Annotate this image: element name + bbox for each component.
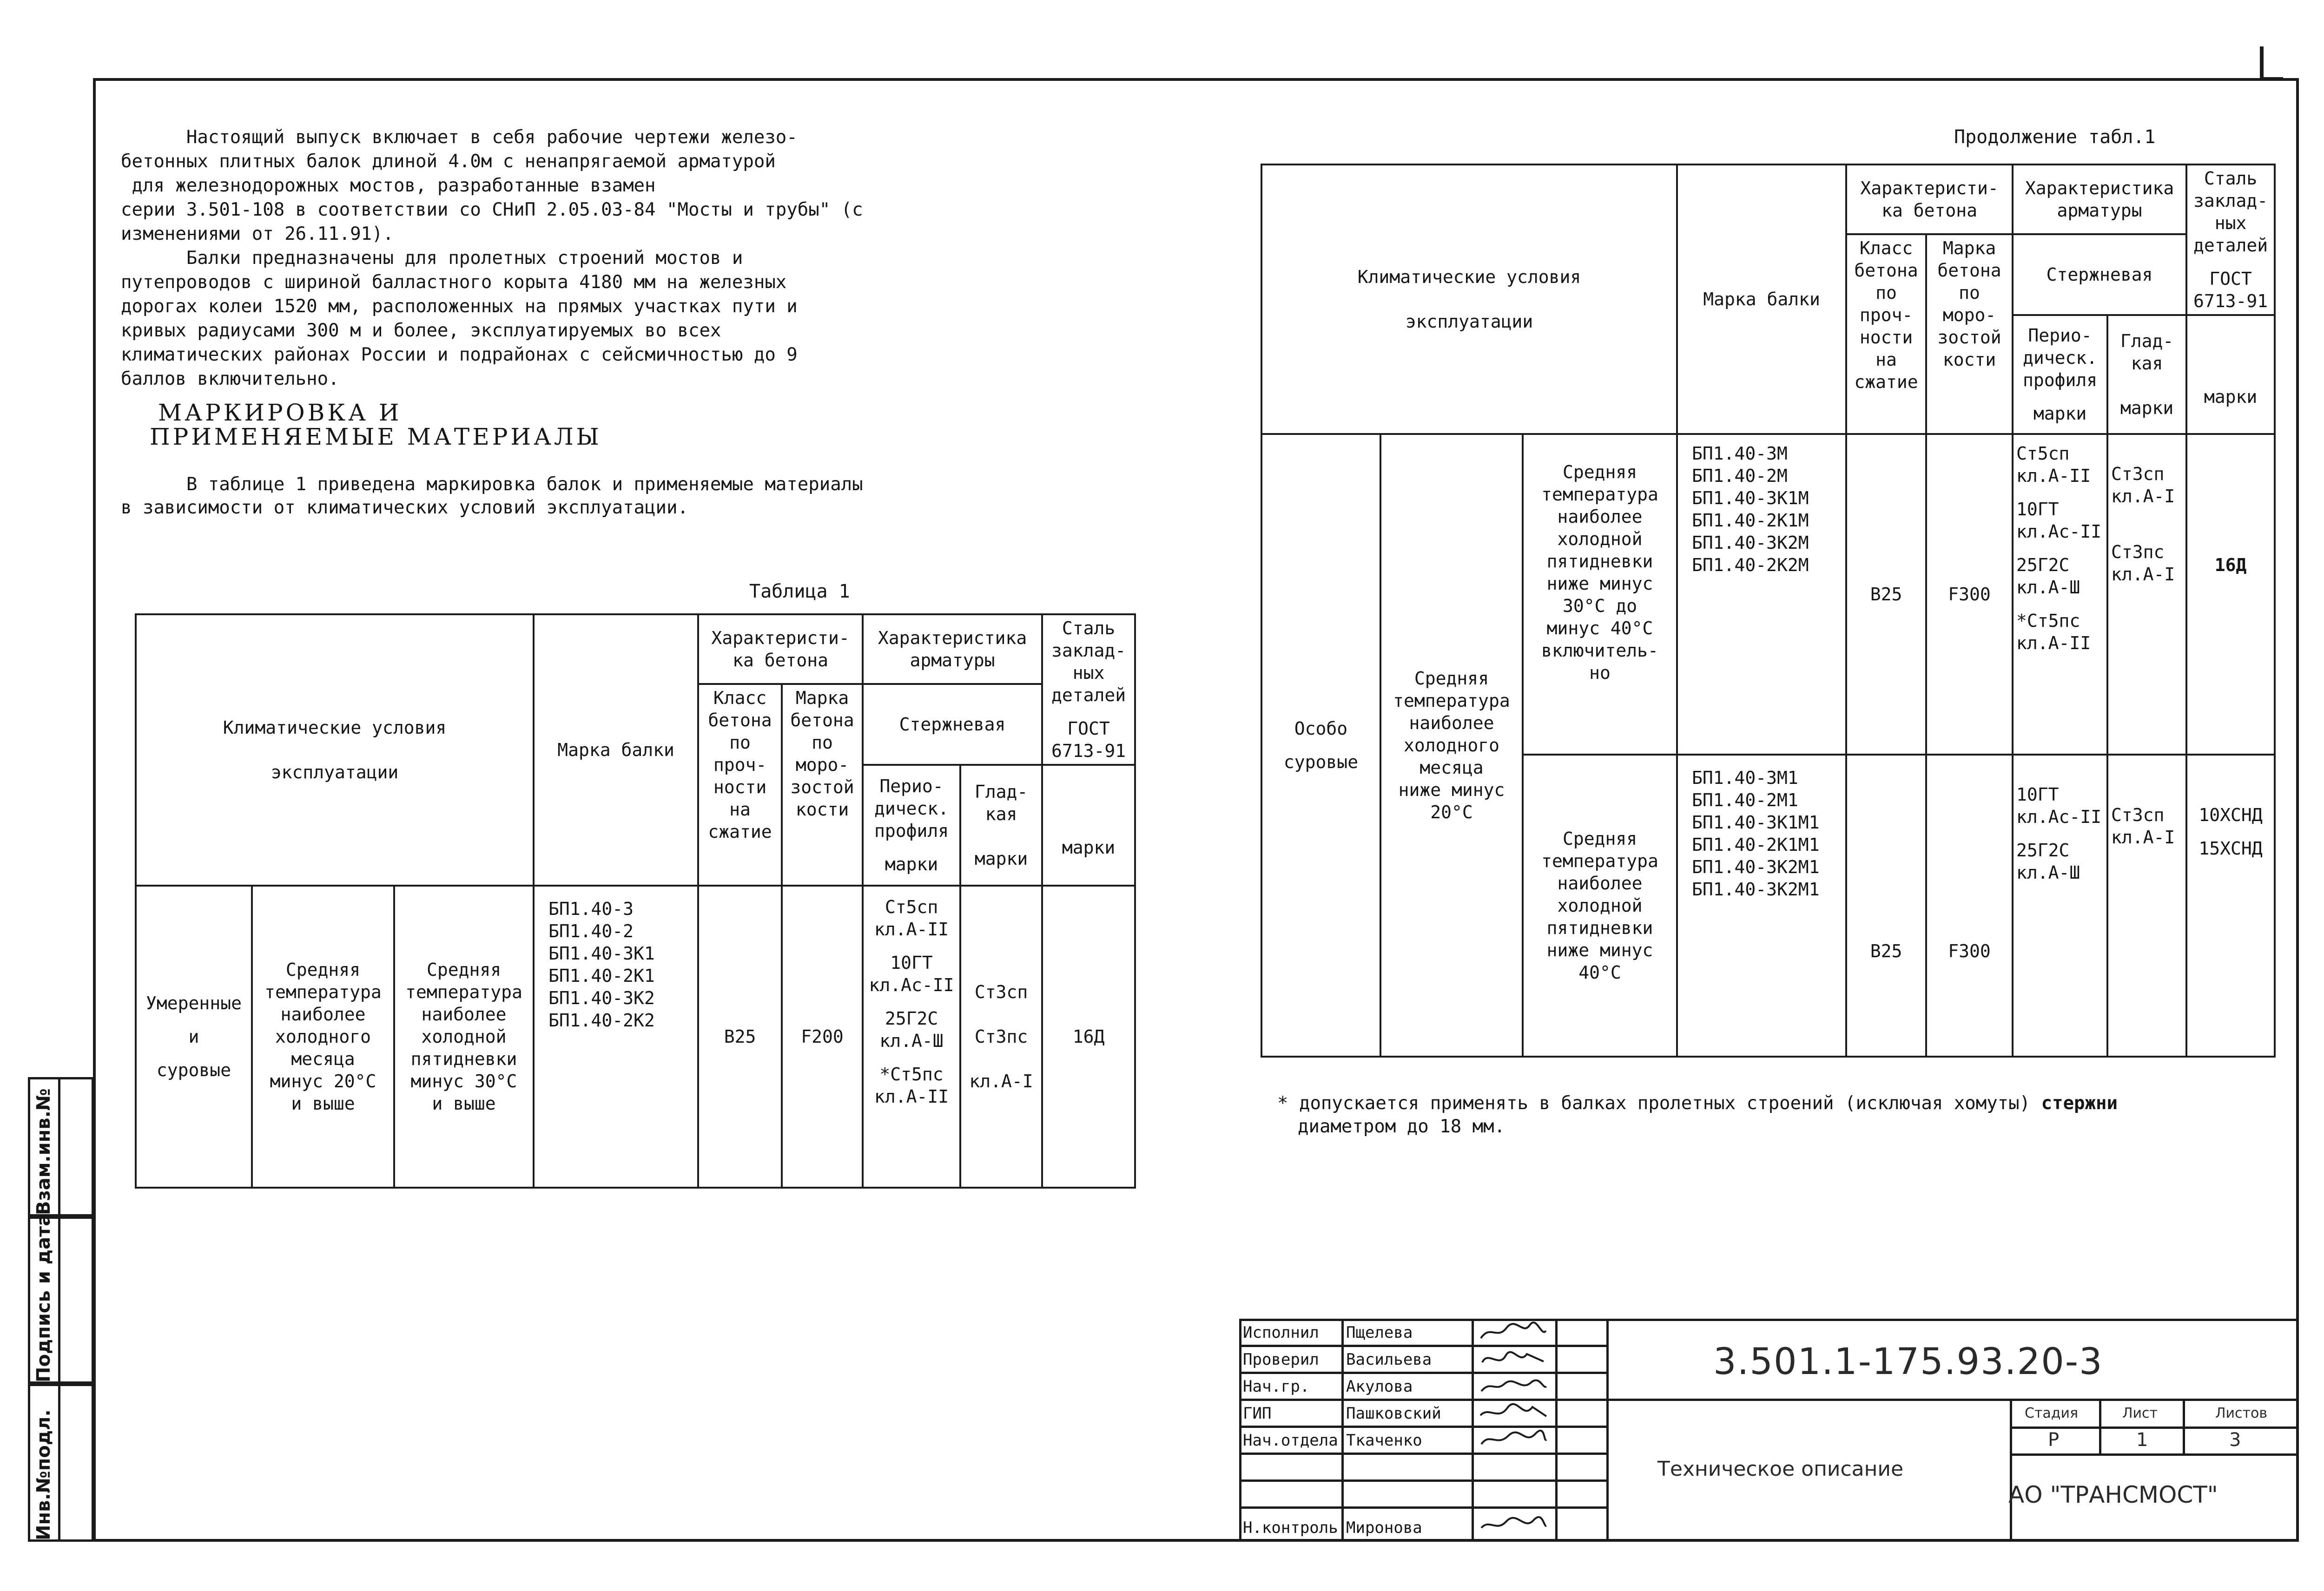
header-text: сжатие — [1854, 372, 1918, 392]
cell-text: суровые — [1283, 752, 1359, 772]
beam-mark: БП1.40-2К1М1 — [1692, 835, 1820, 855]
header-text: марки — [2204, 387, 2258, 407]
header-text: Климатические условия — [223, 717, 447, 738]
title-block — [1239, 1319, 2299, 1542]
tb-name: Миронова — [1346, 1519, 1422, 1537]
cell-text: кл.А-Ш — [2016, 862, 2080, 883]
fiveday-temp-cell — [1523, 755, 1677, 1057]
climate-header — [1261, 164, 1677, 434]
header-text: Сталь — [2204, 168, 2258, 189]
tb-border — [2010, 1427, 2299, 1429]
cell-text: кл.А-II — [874, 1086, 949, 1107]
zone-cell — [1261, 434, 1380, 1057]
cell-text: 10ХСНД — [2199, 805, 2263, 825]
fiveday-temp-cell — [394, 886, 534, 1188]
periodic-cell — [2013, 755, 2107, 1057]
stamp-cell — [60, 1384, 94, 1542]
header-text: бетона — [790, 710, 854, 730]
tb-border — [1239, 1506, 1606, 1509]
cell-text: 25Г2С — [885, 1008, 938, 1029]
signature-image — [1479, 1402, 1548, 1423]
beam-mark-header: Марка балки — [1677, 164, 1846, 434]
header-text: проч- — [1859, 305, 1913, 325]
cell-text: кл.Ас-II — [2016, 807, 2102, 827]
class-header — [698, 684, 782, 886]
cell-text: 10ГТ — [2016, 784, 2059, 805]
intro-line: для железнодорожных мостов, разработанные взамен — [121, 175, 656, 196]
cell-text: суровые — [156, 1060, 231, 1080]
beam-mark: БП1.40-2 — [548, 921, 634, 941]
document-title: Техническое описание — [1657, 1457, 1904, 1481]
header-text: Марка — [795, 688, 849, 708]
table2-caption: Продолжение табл.1 — [1954, 126, 2156, 148]
cell-text: месяца — [291, 1049, 355, 1069]
cell-text: 25Г2С — [2016, 840, 2070, 861]
beam-mark: БП1.40-3М1 — [1692, 768, 1798, 788]
heading-line: ПРИМЕНЯЕМЫЕ МАТЕРИАЛЫ — [150, 423, 602, 450]
cell-text: пятидневки — [1546, 918, 1653, 938]
header-text: ных — [1072, 663, 1105, 683]
steel-marks-header — [2186, 315, 2275, 434]
cell-text: 30°С до — [1562, 596, 1637, 616]
tb-name: Ткаченко — [1346, 1431, 1422, 1450]
cell-text: кл.А-I — [2111, 486, 2175, 506]
signature-image — [1479, 1514, 1548, 1534]
header-text: проч- — [713, 755, 767, 775]
cell-text: Ст3сп — [2111, 805, 2165, 825]
header-text: марки — [2033, 403, 2087, 424]
table-1-continued — [1261, 164, 2276, 1058]
smooth-header — [2107, 315, 2186, 434]
cell-text: кл.А-I — [969, 1071, 1033, 1091]
sheet-label: Лист — [2122, 1405, 2158, 1421]
footnote-text: стержни — [2041, 1093, 2118, 1114]
frost-mark-cell: F300 — [1926, 434, 2013, 755]
cell-text: ниже минус — [1546, 940, 1653, 960]
header-text: марки — [2120, 398, 2174, 418]
cell-text: минус 40°С — [1546, 618, 1653, 638]
cell-text: ниже минус — [1398, 780, 1505, 800]
cell-text: наиболее — [1557, 506, 1643, 527]
paragraph-line: В таблице 1 приведена маркировка балок и применяемые материалы — [121, 474, 863, 495]
cell-text: кл.А-Ш — [2016, 577, 2080, 598]
stamp-inv-label: Инв.№подл. — [33, 1409, 54, 1540]
tb-border — [1606, 1319, 1609, 1542]
footnote-text: диаметром до 18 мм. — [1298, 1116, 1505, 1137]
stamp-cell — [28, 1077, 60, 1216]
header-text: кая — [2131, 353, 2163, 374]
steel-header — [1042, 614, 1135, 765]
cell-text: Умеренные — [146, 993, 242, 1013]
tb-border — [1606, 1399, 2299, 1401]
intro-line: баллов включительно. — [121, 368, 339, 389]
paragraph — [121, 473, 939, 519]
periodic-header — [863, 765, 960, 886]
beam-mark: БП1.40-2М1 — [1692, 790, 1798, 810]
frost-mark-cell: F300 — [1926, 755, 2013, 1057]
intro-line: кривых радиусами 300 м и более, эксплуатируемых во всех — [121, 320, 721, 341]
header-text: Марка — [1942, 238, 1996, 258]
tb-border — [2010, 1453, 2299, 1456]
cell-text: пятидневки — [1546, 551, 1653, 572]
tb-border — [1239, 1453, 1606, 1455]
corner-mark — [2260, 77, 2283, 80]
intro-line: изменениями от 26.11.91). — [121, 224, 394, 244]
header-text: марки — [974, 848, 1028, 869]
cell-text: Ст5сп — [885, 897, 938, 917]
beam-mark-header: Марка балки — [534, 614, 698, 886]
beam-mark: БП1.40-2М — [1692, 466, 1788, 486]
cell-text: ниже минус — [1546, 573, 1653, 594]
header-text: на — [729, 799, 751, 820]
cell-text: Ст3пс — [2111, 542, 2165, 562]
cell-text: Особо — [1294, 718, 1348, 739]
header-text: кости — [1942, 349, 1996, 370]
header-text: заклад- — [1051, 640, 1126, 661]
steel-header — [2186, 164, 2275, 315]
class-header — [1846, 234, 1926, 434]
stage-label: Стадия — [2025, 1405, 2079, 1421]
beam-mark: БП1.40-3М — [1692, 443, 1788, 464]
intro-line: Настоящий выпуск включает в себя рабочие чертежи железо- — [121, 127, 798, 148]
beam-mark: БП1.40-3К1 — [548, 943, 655, 964]
cell-text: температура — [264, 982, 382, 1002]
beam-mark: БП1.40-3К2М1 — [1692, 857, 1820, 877]
cell-text: кл.А-II — [2016, 466, 2091, 486]
header-text: Глад- — [974, 782, 1028, 802]
header-text: эксплуатации — [1405, 311, 1533, 332]
header-text: на — [1875, 349, 1897, 370]
periodic-header — [2013, 315, 2107, 434]
header-text: бетона — [1854, 260, 1918, 281]
beam-mark: БП1.40-3К2 — [548, 988, 655, 1008]
cell-text: наиболее — [1557, 873, 1643, 894]
frost-header — [1926, 234, 2013, 434]
periodic-cell — [863, 886, 960, 1188]
footnote — [1277, 1092, 2281, 1138]
cell-text: кл.Ас-II — [2016, 521, 2102, 542]
header-text: ности — [713, 777, 767, 797]
cell-text: 15ХСНД — [2199, 838, 2263, 859]
cell-text: кл.А-I — [2111, 827, 2175, 848]
month-temp-cell — [1380, 434, 1523, 1057]
header-text: по — [812, 732, 833, 753]
frost-mark-cell: F200 — [782, 886, 863, 1188]
concrete-class-cell: В25 — [698, 886, 782, 1188]
cell-text: температура — [1541, 484, 1658, 505]
header-text: Климатические условия — [1357, 267, 1581, 287]
tb-border — [2010, 1399, 2012, 1542]
cell-text: кл.А-II — [874, 919, 949, 940]
section-heading — [150, 399, 809, 450]
document-code: 3.501.1-175.93.20-3 — [1713, 1341, 2103, 1383]
cell-text: минус 20°С — [270, 1071, 376, 1091]
cell-text: минус 30°С — [410, 1071, 517, 1091]
beam-mark: БП1.40-3 — [548, 899, 634, 919]
concrete-header: Характеристи-ка бетона — [698, 614, 863, 684]
cell-text: Ст5сп — [2016, 443, 2070, 464]
header-text: моро- — [795, 755, 849, 775]
smooth-cell — [2107, 755, 2186, 1057]
header-text: Сталь — [1062, 618, 1116, 638]
tb-border — [1239, 1539, 2299, 1542]
header-text: бетона — [708, 710, 772, 730]
steel-marks-header — [1042, 765, 1135, 886]
cell-text: пятидневки — [410, 1049, 517, 1069]
side-stamp — [28, 1077, 94, 1542]
cell-text: 10ГТ — [2016, 499, 2059, 519]
cell-text: кл.А-I — [2111, 564, 2175, 585]
signature-image — [1479, 1321, 1548, 1342]
intro-line: бетонных плитных балок длиной 4.0м с ненапрягаемой арматурой — [121, 151, 776, 172]
cell-text: температура — [405, 982, 522, 1002]
cell-text: Ст3сп — [974, 982, 1028, 1002]
header-text: по — [1959, 283, 1980, 303]
header-text: дическ. — [2022, 348, 2098, 368]
cell-text: кл.А-Ш — [879, 1031, 944, 1051]
cell-text: Ст3сп — [2111, 464, 2165, 484]
cell-text: холодной — [1557, 895, 1643, 916]
header-text: Класс — [1859, 238, 1913, 258]
stamp-cell — [28, 1213, 60, 1384]
cell-text: 10ГТ — [890, 953, 933, 973]
cell-text: холодного — [1404, 735, 1499, 756]
cell-text: и — [188, 1026, 199, 1047]
cell-text: включитель- — [1541, 640, 1658, 661]
zone-cell — [136, 886, 252, 1188]
concrete-class-cell: В25 — [1846, 434, 1926, 755]
header-text: ности — [1859, 327, 1913, 348]
frost-header — [782, 684, 863, 886]
tb-role: Н.контроль — [1243, 1519, 1338, 1537]
beam-mark: БП1.40-2К2М — [1692, 555, 1809, 575]
cell-text: но — [1589, 663, 1611, 683]
beam-mark: БП1.40-2К2 — [548, 1010, 655, 1031]
header-text: Перио- — [879, 776, 944, 796]
cell-text: Средняя — [285, 960, 361, 980]
cell-text: месяца — [1419, 757, 1484, 778]
header-text: марки — [1062, 837, 1116, 858]
beam-mark: БП1.40-2К1 — [548, 966, 655, 986]
corner-mark — [2260, 46, 2264, 80]
header-text: кая — [985, 804, 1017, 824]
sheets-value: 3 — [2229, 1429, 2241, 1451]
month-temp-cell — [252, 886, 394, 1188]
header-text: ных — [2214, 213, 2247, 233]
header-text: сжатие — [708, 822, 772, 842]
header-text: ГОСТ — [2209, 269, 2252, 289]
footnote-text: * допускается применять в балках пролетных строений (исключая хомуты) — [1277, 1093, 2041, 1114]
concrete-header: Характеристи-ка бетона — [1846, 164, 2013, 234]
intro-line: дорогах колеи 1520 мм, расположенных на прямых участках пути и — [121, 296, 798, 317]
signature-image — [1479, 1429, 1548, 1450]
intro-text — [121, 125, 985, 391]
rod-header: Стержневая — [2013, 234, 2186, 315]
beam-marks-cell — [534, 886, 698, 1188]
cell-text: кл.А-II — [2016, 633, 2091, 653]
heading-line: МАРКИРОВКА И — [158, 399, 402, 426]
cell-text: *Ст5пс — [879, 1064, 944, 1085]
organization-name: АО "ТРАНСМОСТ" — [2008, 1481, 2218, 1508]
header-text: кости — [795, 799, 849, 820]
fiveday-temp-cell — [1523, 434, 1677, 755]
stamp-cell — [28, 1384, 60, 1542]
header-text: зостой — [1937, 327, 2001, 348]
beam-mark: БП1.40-2К1М — [1692, 510, 1809, 531]
rebar-header: Характеристика арматуры — [2013, 164, 2186, 234]
periodic-cell — [2013, 434, 2107, 755]
header-text: 6713-91 — [2193, 291, 2268, 311]
intro-line: Балки предназначены для пролетных строений мостов и — [121, 248, 743, 269]
cell-text: 25Г2С — [2016, 555, 2070, 575]
tb-role: Проверил — [1243, 1350, 1319, 1369]
tb-role: Исполнил — [1243, 1323, 1319, 1342]
header-text: Глад- — [2120, 331, 2174, 351]
header-text: зостой — [790, 777, 854, 797]
rebar-header: Характеристика арматуры — [863, 614, 1042, 684]
intro-line: путепроводов с шириной балластного корыта 4180 мм на железных — [121, 272, 787, 293]
cell-text: и выше — [432, 1093, 496, 1114]
header-text: моро- — [1942, 305, 1996, 325]
stamp-cell — [60, 1077, 94, 1216]
tb-border — [1239, 1319, 2299, 1321]
tb-border — [1239, 1479, 1606, 1482]
beam-mark: БП1.40-3К1М — [1692, 488, 1809, 508]
header-text: 6713-91 — [1051, 741, 1126, 761]
header-text: заклад- — [2193, 191, 2268, 211]
stamp-sign-label: Подпись и дата — [33, 1213, 54, 1382]
steel-cell — [2186, 755, 2275, 1057]
tb-border — [1239, 1399, 1606, 1401]
paragraph-line: в зависимости от климатических условий эксплуатации. — [121, 497, 688, 518]
smooth-cell — [2107, 434, 2186, 755]
stamp-replace-label: Взам.инв.№ — [33, 1088, 54, 1215]
tb-border — [1239, 1426, 1606, 1428]
tb-role: ГИП — [1243, 1404, 1272, 1423]
intro-line: климатических районах России и подрайонах с сейсмичностью до 9 — [121, 344, 798, 365]
header-text: деталей — [2193, 235, 2268, 256]
tb-role: Нач.гр. — [1243, 1377, 1310, 1396]
tb-border — [1239, 1345, 1606, 1347]
tb-name: Акулова — [1346, 1377, 1413, 1396]
beam-mark: БП1.40-3К1М1 — [1692, 812, 1820, 833]
sheets-label: Листов — [2215, 1405, 2268, 1421]
cell-text: Средняя — [1562, 462, 1637, 482]
cell-text: холодного — [275, 1026, 371, 1047]
steel-cell: 16Д — [2186, 434, 2275, 755]
beam-mark: БП1.40-3К2М — [1692, 533, 1809, 553]
cell-text: кл.Ас-II — [869, 975, 954, 995]
cell-text: и выше — [291, 1093, 355, 1114]
steel-cell: 16Д — [1042, 886, 1135, 1188]
cell-text: Ст3пс — [974, 1026, 1028, 1047]
cell-text: *Ст5пс — [2016, 611, 2080, 631]
header-text: по — [1875, 283, 1897, 303]
climate-header — [136, 614, 534, 886]
cell-text: холодной — [1557, 529, 1643, 549]
smooth-header — [960, 765, 1042, 886]
beam-mark: БП1.40-3К2М1 — [1692, 879, 1820, 900]
stage-value: Р — [2048, 1429, 2060, 1451]
beam-marks-cell — [1677, 755, 1846, 1057]
tb-name: Пашковский — [1346, 1404, 1441, 1423]
rod-header: Стержневая — [863, 684, 1042, 765]
tb-name: Пщелева — [1346, 1323, 1413, 1342]
header-text: эксплуатации — [271, 762, 399, 782]
cell-text: наиболее — [1409, 713, 1494, 733]
header-text: профиля — [874, 821, 949, 841]
header-text: марки — [885, 854, 938, 874]
tb-border — [2183, 1399, 2185, 1453]
table-1 — [135, 613, 1136, 1189]
header-text: бетона — [1937, 260, 2001, 281]
header-text: деталей — [1051, 685, 1126, 705]
cell-text: температура — [1541, 851, 1658, 871]
cell-text: Средняя — [1562, 828, 1637, 849]
sheet-value: 1 — [2136, 1429, 2148, 1451]
cell-text: 40°С — [1578, 962, 1621, 983]
signature-image — [1479, 1375, 1548, 1396]
cell-text: 20°С — [1430, 802, 1473, 822]
beam-marks-cell — [1677, 434, 1846, 755]
tb-border — [1239, 1372, 1606, 1374]
tb-name: Васильева — [1346, 1350, 1432, 1369]
tb-border — [2099, 1399, 2101, 1453]
cell-text: наиболее — [280, 1004, 366, 1025]
intro-line: серии 3.501-108 в соответствии со СНиП 2.05.03-84 "Мосты и трубы" (с — [121, 199, 863, 220]
tb-role: Нач.отдела — [1243, 1431, 1338, 1450]
stamp-cell — [60, 1216, 94, 1384]
cell-text: Средняя — [426, 960, 502, 980]
header-text: дическ. — [874, 798, 949, 819]
concrete-class-cell: В25 — [1846, 755, 1926, 1057]
header-text: ГОСТ — [1067, 718, 1110, 739]
signature-image — [1479, 1348, 1548, 1369]
cell-text: наиболее — [421, 1004, 507, 1025]
header-text: Класс — [713, 688, 767, 708]
header-text: профиля — [2022, 370, 2098, 390]
smooth-cell — [960, 886, 1042, 1188]
cell-text: Средняя — [1414, 668, 1489, 689]
header-text: по — [729, 732, 751, 753]
header-text: Перио- — [2028, 325, 2092, 346]
cell-text: холодной — [421, 1026, 507, 1047]
table1-caption: Таблица 1 — [749, 581, 850, 602]
cell-text: температура — [1393, 690, 1510, 711]
